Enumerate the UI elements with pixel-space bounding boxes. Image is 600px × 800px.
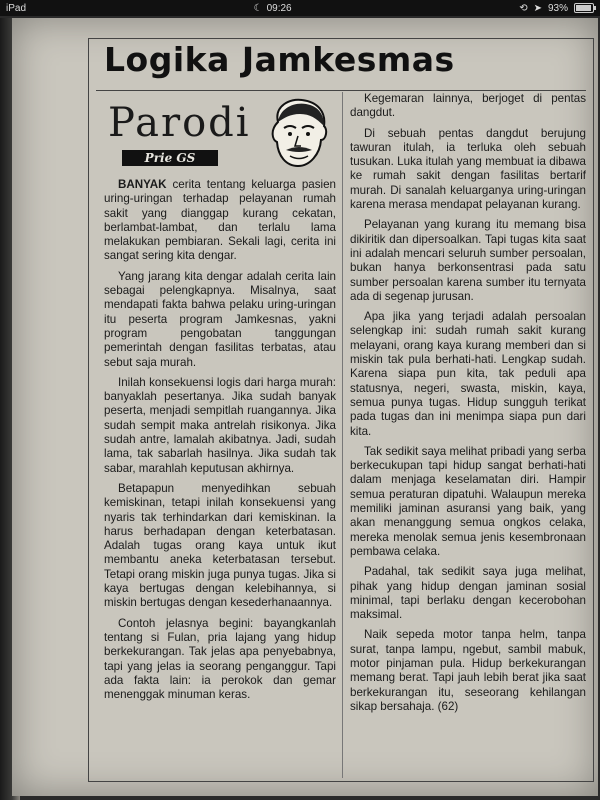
paragraph: Kegemaran lainnya, berjoget di pentas dangdut. [350,92,586,120]
headline-rule [96,90,586,91]
column-divider [342,92,343,778]
paragraph: Di sebuah pentas dangdut berujung tawuran itulah, ia terluka oleh sebuah tusukan. Luka itulah yang membuat ia dibawa ke rumah sakit dengan fasilitas bertarif murah. Di sanalah keluarganya uring-uringan karena merasa mendapat pelayanan kurang. [350,126,586,212]
clock-time: 09:26 [266,2,292,14]
paragraph: Pelayanan yang kurang itu memang bisa dikiritik dan dipersoalkan. Tapi tugas kita saat ini adalah mencari seluruh sumber persoalan, bukan hanya berkonsentrasi pada satu sumber persoalan karena sumber itu ternyata ada di segenap jurusan. [350,218,586,303]
battery-icon [574,3,594,13]
lock-rotation-icon: ⟲ [519,2,528,14]
paragraph: Naik sepeda motor tanpa helm, tanpa surat, tanpa lampu, ngebut, sambil mabuk, motor pinjaman pula. Hidup berkekurangan memang berat. Tapi jauh lebih berat jika saat berkekurangan itu, seseorang kehilangan sikap bersahaja. (62) [350,628,586,713]
status-bar [0,0,600,16]
status-right [519,3,594,14]
paragraph: Inilah konsekuensi logis dari harga murah: banyaklah pesertanya. Jika sudah banyak peserta, menjadi sempitlah ruangannya. Jika sudah sempit maka antrelah risikonya. Jika sudah antre, lamalah akibatnya. Jadi, sudah lama, tak sabarlah hasilnya. Jika sudah tak sabar, marahlah keputusan akhirnya. [104,375,336,475]
paragraph: Contoh jelasnya begini: bayangkanlah tentang si Fulan, pria lajang yang hidup berkekurangan. Tak jelas apa penyebabnya, tapi yang jelas ia seorang penganggur. Tapi ada fakta lain: ia perokok dan gemar menenggak minuman keras. [104,616,336,702]
paragraph: Yang jarang kita dengar adalah cerita lain sebagai pelengkapnya. Misalnya, saat mendapati fakta bahwa pelaku uring-uringan itu peserta program Jamkesnas, yakni program pengobatan tanggungan pemerintah dengan fasilitas terbatas, atau sebut saja murah. [104,269,336,369]
moon-icon: ☾ [253,2,263,14]
device-label: iPad [6,2,27,14]
lead-word: BANYAK [118,178,167,191]
paragraph: Betapapun menyedihkan sebuah kemiskinan, tetapi inilah konsekuensi yang nyaris tak terhindarkan dari kemiskinan. Ia harus berhadapan dengan keterbatasan. Adalah tugas orang kaya untuk ikut membantu aneka keterbatasan tersebut. Tetapi orang miskin juga punya tugas. Jika si kaya bertugas dengan kelebihannya, si miskin bertugas dengan kesederhanaannya. [104,481,336,610]
author-caricature-icon [266,96,332,170]
paragraph-text: cerita tentang keluarga pasien uring-uringan terhadap pelayanan rumah sakit yang dianggap kurang cekatan, berlambat-lambat, dan terlalu lama melakukan pembiaran. Sekali lagi, cerita ini sangat sering kita dengar. [104,178,336,263]
location-icon: ➤ [533,2,542,14]
battery-percent: 93% [547,2,568,14]
paragraph [104,178,336,264]
paragraph: Apa jika yang terjadi adalah persoalan selengkap ini: sudah rumah sakit kurang melayani, orang kaya kurang memberi dan si miskin tak pula berhati-hati. Lengkap sudah. Karena siapa pun kita, tak peduli apa statusnya, negeri, swasta, miskin, kaya, semua punya tugas. Hidup sungguh terikat pada tugas dan ini menimpa siapa pun dari kita. [350,310,586,438]
article-column-left [104,178,336,708]
article-headline: Logika Jamkesmas [104,40,455,79]
column-name: Parodi [108,100,251,146]
article-column-right [350,92,586,720]
status-center [254,3,292,14]
author-name: Prie GS [122,150,218,166]
paragraph: Tak sedikit saya melihat pribadi yang serba berkecukupan tapi hidup sangat berhati-hati dalam menjaga keselamatan diri. Hampir semua peraturan dipatuhi. Walaupun mereka memiliki jaminan asuransi yang baik, yang akan menanggung semua ongkos celaka, mereka menolak semua jenis kesembronaan pembawa celaka. [350,444,586,558]
column-logo [108,100,338,170]
paragraph: Padahal, tak sedikit saya juga melihat, pihak yang hidup dengan jaminan sosial minimal, tapi berlaku dengan kecerobohan maksimal. [350,565,586,622]
